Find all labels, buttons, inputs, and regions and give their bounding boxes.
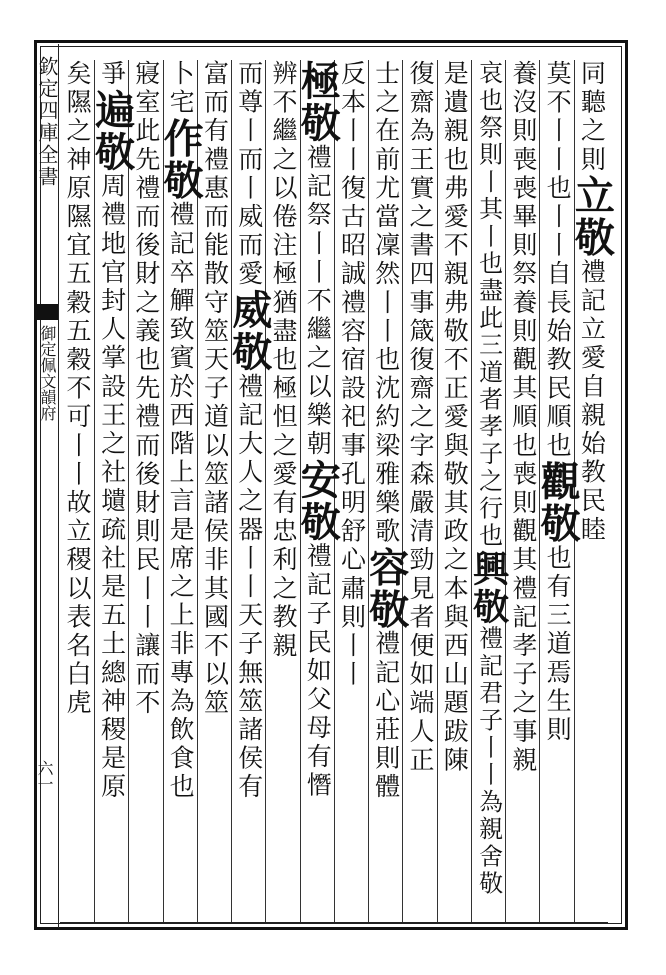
page-number: 六一 [35,760,54,792]
column-text [157,60,205,802]
text-segment: 養沒則喪喪畢則祭養則觀其順也喪則觀其 [508,60,538,575]
text-segment: 是遺親也弗愛不親弗敬不正愛與敬其政之本與西山題跋陳 [440,60,470,775]
fishtail-mark [36,304,58,320]
text-segment: 禮記孝子之事親 [508,574,538,776]
text-segment: 復齋為王實之書四事箴復齋之字森嚴清勁見者便如端人正 [406,60,436,775]
text-segment: 辨不繼之以倦注極猶盡也 [268,60,298,375]
text-segment: 怛之愛有忠利之教親 [268,403,298,661]
text-column [157,60,205,922]
column-text [60,60,94,718]
headword: 容敬 [362,546,410,631]
column-text [467,60,511,898]
text-segment: 周禮地官封人掌設王之社壝疏社是五土總神稷是原 [97,172,127,802]
text-column [60,60,94,922]
headword: 觀敬 [534,460,582,545]
text-column [437,60,471,922]
text-segment: 寢室 [131,60,161,118]
text-segment: 也有三道焉生則 [543,544,573,745]
headword: 作敬 [157,117,205,202]
column-text [227,60,271,802]
column-text [506,60,540,775]
headword: 遍敬 [88,88,136,173]
text-segment: 同聽之則 [577,60,607,175]
headword: 安敬 [294,458,342,543]
text-column [467,60,510,922]
text-segment: 而尊丨而丨威而愛 [234,60,264,289]
text-segment: 反本丨丨復古昭誠禮容宿設祀事孔明 [337,60,367,518]
text-segment: 卜宅 [166,60,196,118]
text-segment: 禮記心莊則體 [371,630,401,802]
text-segment: 矣 [63,60,92,89]
text-segment: 禮記子民如父母有憯 [303,542,333,801]
text-segment: 爭 [97,60,127,89]
headword: 極敬 [294,60,342,144]
text-column [534,60,582,922]
text-segment: 此先禮而後財之義也先禮而後財則民丨丨讓而不 [131,117,161,718]
column-text [294,60,342,801]
text-column [88,60,136,922]
column-text [364,60,408,802]
text-segment: 禮記立愛自親始教民睦 [577,258,607,545]
text-segment: 極 [268,374,298,404]
text-segment: 守筮天子道以筮諸侯非其國不以筮 [200,288,230,718]
text-segment: 禮記君子丨丨為親舍敬 [474,625,503,898]
headword: 威敬 [225,288,273,373]
text-segment: 禮記大人之器丨丨天子無筮諸侯有 [234,372,264,802]
margin-title: 欽定四庫全書 [35,56,59,188]
text-segment: 也丨丨自長始教民順也 [543,174,573,461]
headword: 興敬 [467,549,510,626]
column-text [437,60,471,775]
bottom-rule [60,922,608,923]
text-segment: 舒心肅則丨丨 [337,517,367,690]
column-text [335,60,369,689]
text-segment: 富而有禮惠而能散 [200,60,230,289]
text-columns [60,60,616,922]
text-segment: 禮記祭丨丨不繼之以樂朝 [303,144,333,459]
text-segment: 禮記卒觶致賓於西階上言是席之上非專為飲食也 [166,201,196,802]
text-segment: 隰之神原隰宜五穀五穀不可丨丨故立稷以表名白虎 [63,88,92,718]
text-segment: 士之在前尤當凜然丨丨也沈約梁雅樂歌 [371,60,401,547]
column-text [90,60,134,802]
column-text [403,60,437,775]
text-column [362,60,410,922]
column-text [534,60,582,745]
headword: 立敬 [568,174,616,259]
text-column [294,60,342,922]
margin-subtitle: 御定佩文韻府 [38,325,57,421]
text-segment: 哀也祭則丨其丨也盡此三道者孝子之行也 [474,60,503,550]
text-column [225,60,273,922]
text-segment: 莫不丨丨 [543,60,573,175]
